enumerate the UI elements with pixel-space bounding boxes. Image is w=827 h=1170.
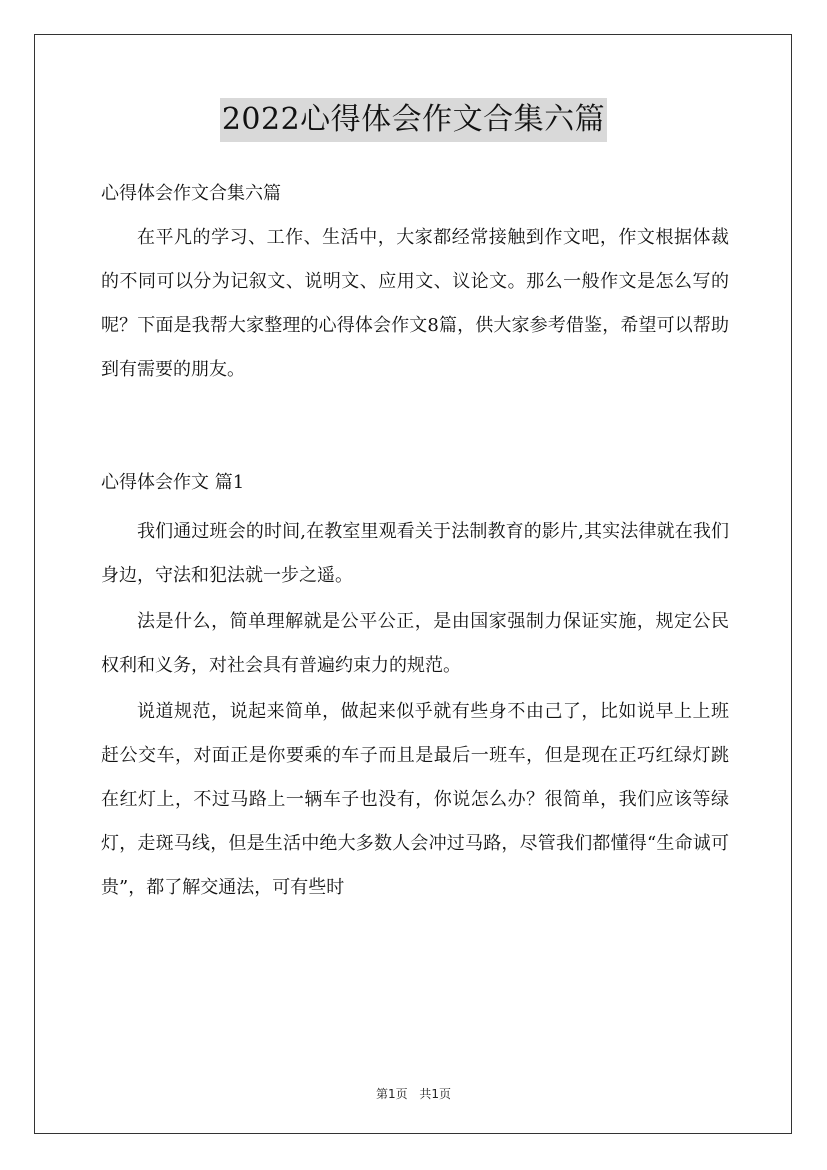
document-title: 2022心得体会作文合集六篇 <box>220 98 607 142</box>
page-total: 共1页 <box>419 1087 452 1101</box>
body-paragraph: 法是什么，简单理解就是公平公正，是由国家强制力保证实施，规定公民权利和义务，对社会具有普遍约束力的规范。 <box>101 611 729 676</box>
intro-paragraph: 在平凡的学习、工作、生活中，大家都经常接触到作文吧，作文根据体裁的不同可以分为记叙文、说明文、应用文、议论文。那么一般作文是怎么写的呢？下面是我帮大家整理的心得体会作文8篇，供大家参考借鉴，希望可以帮助到有需要的朋友。 <box>101 227 729 380</box>
section-heading: 心得体会作文 篇1 <box>101 472 245 493</box>
document-subtitle: 心得体会作文合集六篇 <box>101 183 281 204</box>
body-paragraph: 说道规范，说起来简单，做起来似乎就有些身不由己了，比如说早上上班赶公交车，对面正是你要乘的车子而且是最后一班车，但是现在正巧红绿灯跳在红灯上，不过马路上一辆车子也没有，你说怎么办？很简单，我们应该等绿灯，走斑马线，但是生活中绝大多数人会冲过马路，尽管我们都懂得“生命诚可贵”，都了解交通法，可有些时 <box>101 701 729 898</box>
page-footer <box>0 1085 827 1102</box>
body-paragraph: 我们通过班会的时间,在教室里观看关于法制教育的影片,其实法律就在我们身边，守法和犯法就一步之遥。 <box>101 521 729 586</box>
title-container <box>0 98 827 142</box>
document-body <box>101 172 729 910</box>
section-gap <box>101 392 729 456</box>
page-number: 第1页 <box>375 1087 408 1101</box>
